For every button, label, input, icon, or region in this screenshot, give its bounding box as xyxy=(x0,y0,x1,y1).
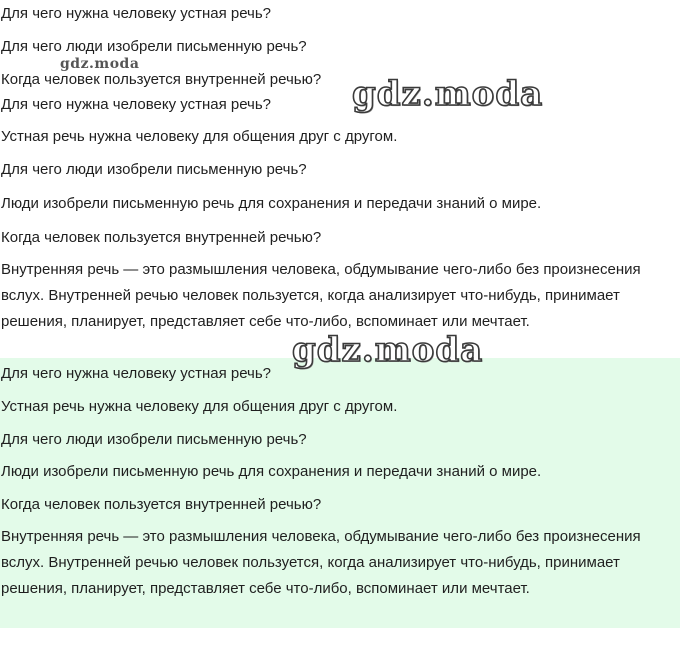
top-question-2: Для чего люди изобрели письменную речь? xyxy=(1,38,307,55)
block2-answer-2: Люди изобрели письменную речь для сохранения и передачи знаний о мире. xyxy=(1,463,542,480)
top-question-3: Когда человек пользуется внутренней речью? xyxy=(1,71,322,88)
block2-question-1: Для чего нужна человеку устная речь? xyxy=(1,365,272,382)
watermark-small: gdz.moda xyxy=(60,56,140,72)
watermark-large-top: gdz.moda xyxy=(352,74,544,114)
block1-question-1: Для чего нужна человеку устная речь? xyxy=(1,96,272,113)
block1-question-2: Для чего люди изобрели письменную речь? xyxy=(1,161,307,178)
block2-answer-1: Устная речь нужна человеку для общения друг с другом. xyxy=(1,398,398,415)
block2-question-3: Когда человек пользуется внутренней речью? xyxy=(1,496,322,513)
block2-answer-3: Внутренняя речь — это размышления человека, обдумывание чего-либо без произнесения вслух. Внутренней речью человек пользуется, когда анализирует что-нибудь, принимает решения, планирует, представляет себе что-либо, вспоминает или мечтает. xyxy=(1,528,641,597)
block1-answer-2: Люди изобрели письменную речь для сохранения и передачи знаний о мире. xyxy=(1,195,542,212)
block1-answer-3: Внутренняя речь — это размышления человека, обдумывание чего-либо без произнесения вслух. Внутренней речью человек пользуется, когда анализирует что-нибудь, принимает решения, планирует, представляет себе что-либо, вспоминает или мечтает. xyxy=(1,261,641,330)
block1-answer-1: Устная речь нужна человеку для общения друг с другом. xyxy=(1,128,398,145)
block1-question-3: Когда человек пользуется внутренней речью? xyxy=(1,229,322,246)
block2-question-2: Для чего люди изобрели письменную речь? xyxy=(1,431,307,448)
watermark-large-middle: gdz.moda xyxy=(292,330,484,370)
top-question-1: Для чего нужна человеку устная речь? xyxy=(1,5,272,22)
